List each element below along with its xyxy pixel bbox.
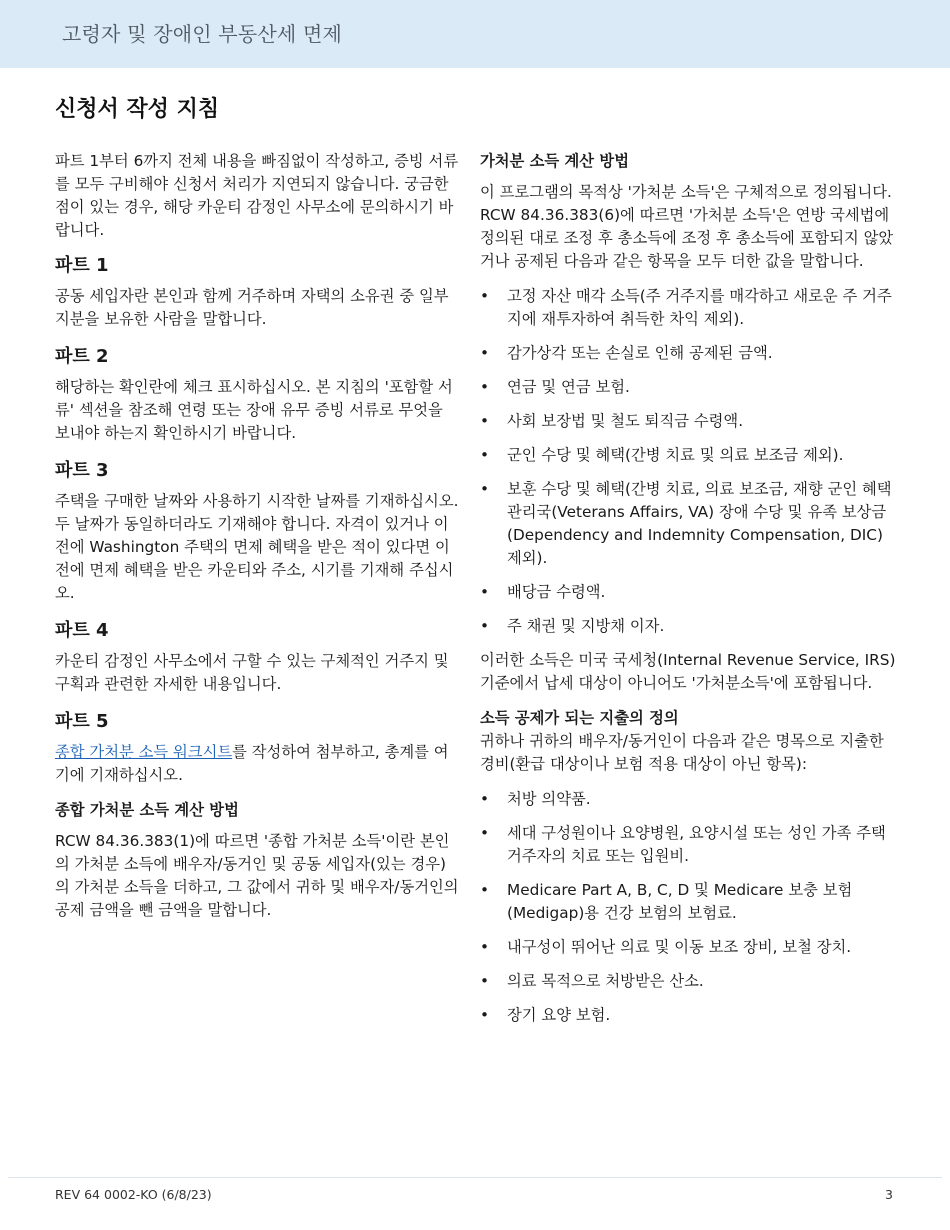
list-item: • 내구성이 뛰어난 의료 및 이동 보조 장비, 보철 장치. [480, 936, 900, 959]
part1-text: 공동 세입자란 본인과 함께 거주하며 자택의 소유권 중 일부 지분을 보유한 사람을 말합니다. [55, 287, 449, 328]
part4-text: 카운티 감정인 사무소에서 구할 수 있는 구체적인 거주지 및 구획과 관련한 자세한 내용입니다. [55, 652, 449, 693]
bullet-icon: • [480, 824, 490, 842]
list-item: • 보훈 수당 및 혜택(간병 치료, 의료 보조금, 재향 군인 혜택 관리국(Veterans Affairs, VA) 장애 수당 및 유족 보상금(Dependency and Indemnity Compensation, DIC) 제외). [480, 480, 892, 567]
bullet-icon: • [480, 344, 490, 362]
deductions-paragraph [480, 707, 900, 776]
part5-text: 를 작성하여 첨부하고, 총계를 여기에 기재하십시오. [55, 743, 449, 784]
deductions-heading: 소득 공제가 되는 지출의 정의 [480, 709, 679, 727]
list-item: • 사회 보장법 및 철도 퇴직금 수령액. [480, 410, 900, 433]
header-title: 고령자 및 장애인 부동산세 면제 [62, 22, 342, 46]
list-item: • 의료 목적으로 처방받은 산소. [480, 970, 900, 993]
list-item: • 세대 구성원이나 요양병원, 요양시설 또는 성인 가족 주택 거주자의 치료 또는 입원비. [480, 824, 886, 865]
right-column [480, 150, 900, 1038]
bullet-icon: • [480, 881, 490, 899]
bullet-icon: • [480, 287, 490, 305]
bullet-icon: • [480, 412, 490, 430]
combined-income-heading: 종합 가처분 소득 계산 방법 [55, 801, 239, 819]
part2-text: 해당하는 확인란에 체크 표시하십시오. 본 지침의 '포함할 서류' 섹션을 참조해 연령 또는 장애 유무 증빙 서류로 무엇을 보내야 하는지 확인하시기 바랍니다. [55, 378, 453, 442]
disposable-income-heading: 가처분 소득 계산 방법 [480, 152, 629, 170]
part5-paragraph [55, 741, 460, 787]
list-item: • 처방 의약품. [480, 788, 900, 811]
part1-heading: 파트 1 [55, 255, 109, 276]
bullet-icon: • [480, 1006, 490, 1024]
disposable-income-note: 이러한 소득은 미국 국세청(Internal Revenue Service, IRS) 기준에서 납세 대상이 아니어도 '가처분소득'에 포함됩니다. [480, 651, 896, 692]
deductions-text: 귀하나 귀하의 배우자/동거인이 다음과 같은 명목으로 지출한 경비(환급 대상이나 보험 적용 대상이 아닌 항목): [480, 732, 884, 773]
part3-heading: 파트 3 [55, 460, 109, 481]
list-item: • 연금 및 연금 보험. [480, 376, 900, 399]
header-band [0, 0, 950, 68]
list-item: • Medicare Part A, B, C, D 및 Medicare 보충 보험(Medigap)용 건강 보험의 보험료. [480, 881, 853, 922]
bullet-icon: • [480, 617, 490, 635]
left-column [55, 150, 460, 934]
intro-paragraph: 파트 1부터 6까지 전체 내용을 빠짐없이 작성하고, 증빙 서류를 모두 구비해야 신청서 처리가 지연되지 않습니다. 궁금한 점이 있는 경우, 해당 카운티 감정인 사무소에 문의하시기 바랍니다. [55, 152, 459, 239]
list-item: • 고정 자산 매각 소득(주 거주지를 매각하고 새로운 주 거주지에 재투자하여 취득한 차익 제외). [480, 287, 892, 328]
part5-heading: 파트 5 [55, 711, 109, 732]
bullet-icon: • [480, 378, 490, 396]
part2-heading: 파트 2 [55, 346, 109, 367]
bullet-icon: • [480, 583, 490, 601]
page-number: 3 [885, 1187, 893, 1202]
disposable-income-text: 이 프로그램의 목적상 '가처분 소득'은 구체적으로 정의됩니다. RCW 84.36.383(6)에 따르면 '가처분 소득'은 연방 국세법에 정의된 대로 조정 후 총소득에 조정 후 총소득에 포함되지 않았거나 공제된 다음과 같은 항목을 모두 더한 값을 말합니다. [480, 183, 894, 270]
list-item: • 주 채권 및 지방채 이자. [480, 615, 900, 638]
list-item: • 군인 수당 및 혜택(간병 치료 및 의료 보조금 제외). [480, 444, 900, 467]
list-item: • 배당금 수령액. [480, 581, 900, 604]
part3-text: 주택을 구매한 날짜와 사용하기 시작한 날짜를 기재하십시오. 두 날짜가 동일하더라도 기재해야 합니다. 자격이 있거나 이전에 Washington 주택의 면제 혜택을 받은 적이 있다면 이전에 면제 혜택을 받은 카운티와 주소, 시기를 기재해 주십시오. [55, 492, 459, 602]
form-id: REV 64 0002-KO (6/8/23) [55, 1187, 212, 1202]
bullet-icon: • [480, 972, 490, 990]
footer-divider [8, 1177, 942, 1178]
bullet-icon: • [480, 790, 490, 808]
bullet-icon: • [480, 480, 490, 498]
worksheet-link[interactable]: 종합 가처분 소득 워크시트 [55, 743, 233, 761]
page-title: 신청서 작성 지침 [55, 97, 220, 122]
list-item: • 장기 요양 보험. [480, 1004, 900, 1027]
bullet-icon: • [480, 938, 490, 956]
disposable-income-list [480, 285, 900, 638]
list-item: • 감가상각 또는 손실로 인해 공제된 금액. [480, 342, 900, 365]
deductions-list [480, 788, 900, 1027]
bullet-icon: • [480, 446, 490, 464]
combined-income-text: RCW 84.36.383(1)에 따르면 '종합 가처분 소득'이란 본인의 가처분 소득에 배우자/동거인 및 공동 세입자(있는 경우)의 가처분 소득을 더하고, 그 값에서 귀하 및 배우자/동거인의 공제 금액을 뺀 금액을 말합니다. [55, 832, 459, 919]
part4-heading: 파트 4 [55, 620, 109, 641]
